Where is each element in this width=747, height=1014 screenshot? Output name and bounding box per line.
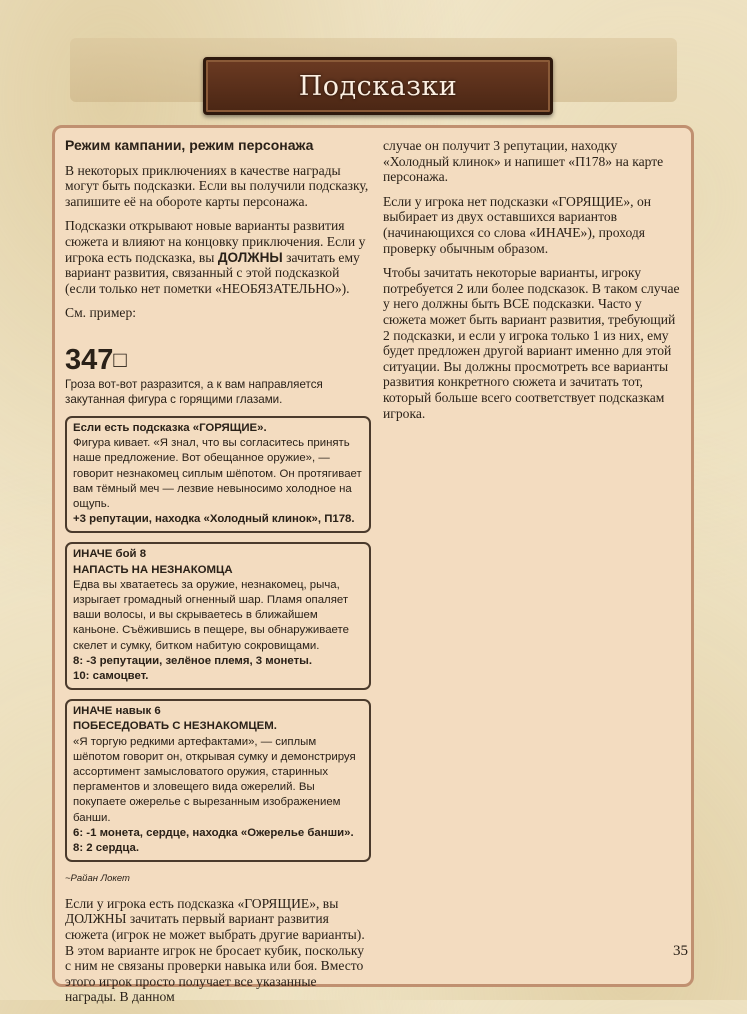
example-option-box-2 (65, 542, 371, 690)
option-header: ИНАЧЕ бой 8 (73, 548, 147, 561)
author-signature: ~Райан Локет (65, 873, 130, 885)
paragraph-see-example: См. пример: (65, 305, 137, 321)
paragraph-explanation: Если у игрока есть подсказка «ГОРЯЩИЕ», вы ДОЛЖНЫ зачитать первый вариант развития сюжета (игрок не может выбрать другие варианты). В этом варианте игрок не бросает кубик, поскольку с ним не связаны проверки навыка или боя. Вместо этого игрок просто получает все указанные награды. В данном (65, 895, 365, 1005)
example-option-box-3 (65, 699, 371, 862)
example-number: 347□ (65, 343, 127, 376)
option-text: Едва вы хватаетесь за оружие, незнакомец, рыча, изрыгает громадный огненный шар. Пламя опаляет ваши волосы, и вы скрываетесь в ближайшем каньоне. Съёжившись в пещере, вы обнаруживаете скелет и сумку, битком набитую сокровищами. (73, 578, 349, 652)
page-number: 35 (673, 943, 688, 959)
must-emphasis: ДОЛЖНЫ (217, 249, 283, 265)
left-column (65, 138, 371, 1014)
page-title: Подсказки (298, 70, 458, 102)
option-reward: 6: -1 монета, сердце, находка «Ожерелье банши». (73, 826, 354, 839)
section-heading: Режим кампании, режим персонажа (65, 137, 314, 153)
paragraph-continuation: случае он получит 3 репутации, находку «Холодный клинок» и напишет «П178» на карте персонажа. (383, 138, 664, 185)
option-text: «Я торгую редкими артефактами», — сиплым шёпотом говорит он, открывая сумку и демонстрируя ассортимент замысловатого оружия, старинных пергаментов и зловещего вида ожерелий. Вы покупаете ожерелье с вырезанным изображением банши. (73, 735, 356, 824)
option-header: Если есть подсказка «ГОРЯЩИЕ». (73, 421, 267, 434)
right-column (383, 138, 683, 430)
example-option-box-1 (65, 416, 371, 533)
example-intro: Гроза вот-вот разразится, а к вам направляется закутанная фигура с горящими глазами. (65, 377, 323, 406)
option-text: Фигура кивает. «Я знал, что вы согласитесь принять наше предложение. Вот обещанное оружие», — говорит незнакомец сиплым шёпотом. Он протягивает вам тёмный меч — лезвие невыносимо холодное на ощупь. (73, 437, 362, 510)
option-subheader: НАПАСТЬ НА НЕЗНАКОМЦА (73, 563, 233, 576)
paragraph-no-hint: Если у игрока нет подсказки «ГОРЯЩИЕ», он выбирает из двух оставшихся вариантов (начинающихся со слова «ИНАЧЕ»), проходя проверку обычным образом. (383, 193, 652, 256)
option-reward: 8: -3 репутации, зелёное племя, 3 монеты. (73, 654, 313, 667)
checkbox-icon: □ (113, 346, 127, 372)
option-reward: 10: самоцвет. (73, 669, 149, 682)
paragraph-intro: В некоторых приключениях в качестве награды могут быть подсказки. Если вы получили подсказку, запишите её на обороте карты персонажа. (65, 162, 369, 209)
paragraph-hints: Подсказки открывают новые варианты развития сюжета и влияют на концовку приключения. Если у игрока есть подсказка, вы ДОЛЖНЫ зачитать ему вариант развития, связанный с этой подсказкой (если только нет пометки «НЕОБЯЗАТЕЛЬНО»). (65, 218, 366, 296)
option-header: ИНАЧЕ навык 6 (73, 705, 161, 718)
title-banner (203, 57, 553, 115)
option-subheader: ПОБЕСЕДОВАТЬ С НЕЗНАКОМЦЕМ. (73, 720, 277, 733)
option-reward: 8: 2 сердца. (73, 842, 140, 855)
paragraph-multiple-hints: Чтобы зачитать некоторые варианты, игроку потребуется 2 или более подсказок. В таком случае у него должны быть ВСЕ подсказки. Часто у сюжета может быть вариант развития, требующий 2 подсказки, и если у игрока только 1 из них, ему будет предложен другой вариант именно для этой ситуации. Вы должны просмотреть все варианты развития конкретного сюжета и зачитать тот, который больше всего соответствует подсказкам игрока. (383, 265, 680, 421)
option-reward: +3 репутации, находка «Холодный клинок», П178. (73, 513, 355, 526)
